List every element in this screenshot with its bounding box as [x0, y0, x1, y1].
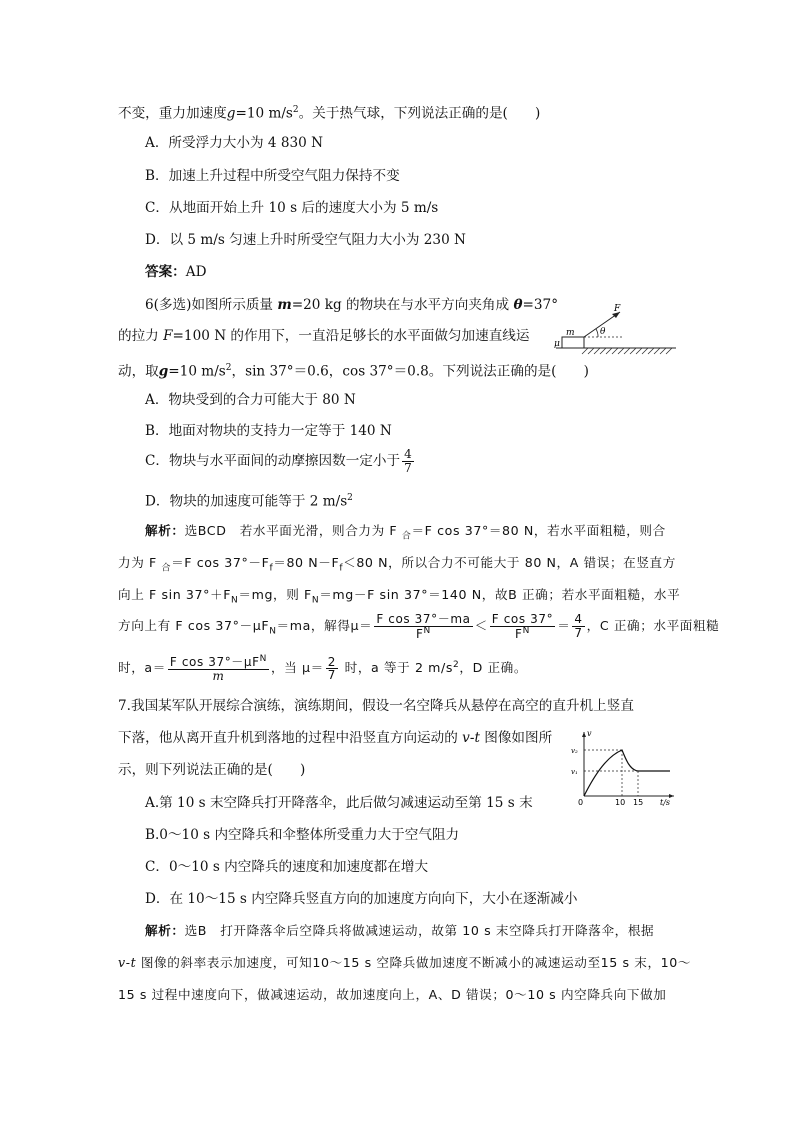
q6-option-c: C．从地面开始上升 10 s 后的速度大小为 5 m/s — [145, 200, 439, 216]
explain2-line-3: 15 s 过程中速度向下，做减速运动，故加速度向上，A、D 错误；0～10 s 内空降兵向下做加 — [118, 987, 667, 1002]
q6-option-d: D．以 5 m/s 匀速上升时所受空气阻力大小为 230 N — [145, 232, 466, 248]
q8-stem-line-3: 示，则下列说法正确的是( ) — [118, 762, 306, 778]
q6-option-b: B．加速上升过程中所受空气阻力保持不变 — [145, 168, 400, 184]
q7-option-b: B．地面对物块的支持力一定等于 140 N — [145, 423, 392, 439]
block — [562, 337, 584, 348]
q8-option-c: C．0～10 s 内空降兵的速度和加速度都在增大 — [145, 859, 429, 875]
label-v: v — [587, 729, 592, 738]
q8-option-b: B.0～10 s 内空降兵和伞整体所受重力大于空气阻力 — [145, 827, 460, 843]
label-theta: θ — [600, 327, 606, 337]
q7-stem-line-2: 的拉力 F=100 N 的作用下，一直沿足够长的水平面做匀加速直线运 — [118, 328, 530, 344]
q7-stem-line-1: 6(多选)如图所示质量 m=20 kg 的物块在与水平方向夹角成 θ=37° — [145, 297, 559, 313]
q7-option-d: D．物块的加速度可能等于 2 $m/s^2$ — [145, 493, 353, 510]
label-v1: v₁ — [571, 768, 578, 776]
angle-arc — [596, 329, 598, 337]
q7-option-a: A．物块受到的合力可能大于 80 N — [145, 392, 356, 408]
q8-stem-line-2: 下落，他从离开直升机到落地的过程中沿竖直方向运动的 v-t 图像如图所 — [118, 730, 553, 746]
fraction-2-7: $\frac{2}{7}$ — [327, 654, 337, 683]
label-m: m — [566, 328, 575, 338]
fraction-4-7: $\frac{4}{7}$ — [404, 447, 412, 475]
q8-option-d: D．在 10～15 s 内空降兵竖直方向的加速度方向向下，大小在逐渐减小 — [145, 891, 578, 907]
fraction-4-7-b: $\frac{4}{7}$ — [574, 612, 583, 640]
vt-graph-figure — [570, 726, 680, 806]
q6-answer: 答案：AD — [145, 264, 207, 280]
vt-curve — [584, 750, 670, 796]
explain1-line-5: 时，a＝ $\frac{F \cos 37^\circ-\mu F^N}{m}$ ，当 μ＝ $\frac{2}{7}$ 时，a 等于 2 $m/s^2$，D 正确。 — [118, 654, 528, 683]
q6-option-a: A．所受浮力大小为 4 830 N — [145, 135, 324, 151]
label-v2: v₂ — [571, 747, 578, 755]
label-t15: 15 — [633, 798, 644, 806]
ground-hatch — [582, 348, 672, 354]
explain1-line-2: 力为 F $_合$＝F $\cos 37^\circ-F_f=80$ $N-F_f<80$ N，所以合力不可能大于 80 N，A 错误；在竖直方 — [118, 555, 676, 574]
fraction-accel: $\frac{F \cos 37^\circ-\mu F^N}{m}$ — [169, 654, 267, 683]
q8-option-a: A.第 10 s 末空降兵打开降落伞，此后做匀减速运动至第 15 s 末 — [145, 795, 533, 811]
q7-option-c: C．物块与水平面间的动摩擦因数一定小于 $\frac{4}{7}$ — [145, 447, 412, 475]
label-F: F — [614, 304, 621, 314]
v-axis-arrowhead — [582, 732, 586, 737]
explain1-line-1: 解析：选BCD 若水平面光滑，则合力为 F $_合$＝F cos 37°＝80 N，若水平面粗糙，则合 — [145, 523, 666, 542]
label-origin: 0 — [578, 798, 584, 806]
explain1-line-4: 方向上有 F $\cos 37^\circ-\mu F_N=ma$，解得μ＝ $\frac{\text{F cos 37°－ma}}{F^N}$ ＜ $\frac{\text{F cos 37°}}{F^N}$ ＝ $\frac{4}{7}$ ，C 正确；水平面粗糙 — [118, 611, 720, 641]
label-t10: 10 — [615, 798, 626, 806]
label-mu: μ — [554, 339, 560, 349]
q6-stem-line: 不变，重力加速度g=10 $m/s^2$。关于热气球，下列说法正确的是( ) — [118, 105, 541, 122]
explain1-line-3: 向上 F $\sin 37^\circ+F_N=mg$，则 $F_N=mg-F$ sin 37°＝140 N，故B 正确；若水平面粗糙，水平 — [118, 587, 681, 606]
q7-stem-line-3: 动，取g=10 $m/s^2$，sin 37°＝0.6，cos 37°＝0.8。下列说法正确的是( ) — [118, 363, 589, 380]
block-force-figure — [548, 302, 680, 358]
fraction-mu-1: $\frac{\text{F cos 37°－ma}}{F^N}$ — [376, 611, 471, 641]
explain2-line-1: 解析：选B 打开降落伞后空降兵将做减速运动，故第 10 s 末空降兵打开降落伞，根据 — [145, 923, 655, 938]
fraction-mu-2: $\frac{\text{F cos 37°}}{F^N}$ — [491, 611, 554, 641]
explain2-line-2: v-t 图像的斜率表示加速度，可知10～15 s 空降兵做加速度不断减小的减速运动至15 s 末，10～ — [118, 955, 692, 970]
label-t-axis: t/s — [660, 798, 671, 806]
q8-stem-line-1: 7.我国某军队开展综合演练，演练期间，假设一名空降兵从悬停在高空的直升机上竖直 — [118, 698, 634, 714]
